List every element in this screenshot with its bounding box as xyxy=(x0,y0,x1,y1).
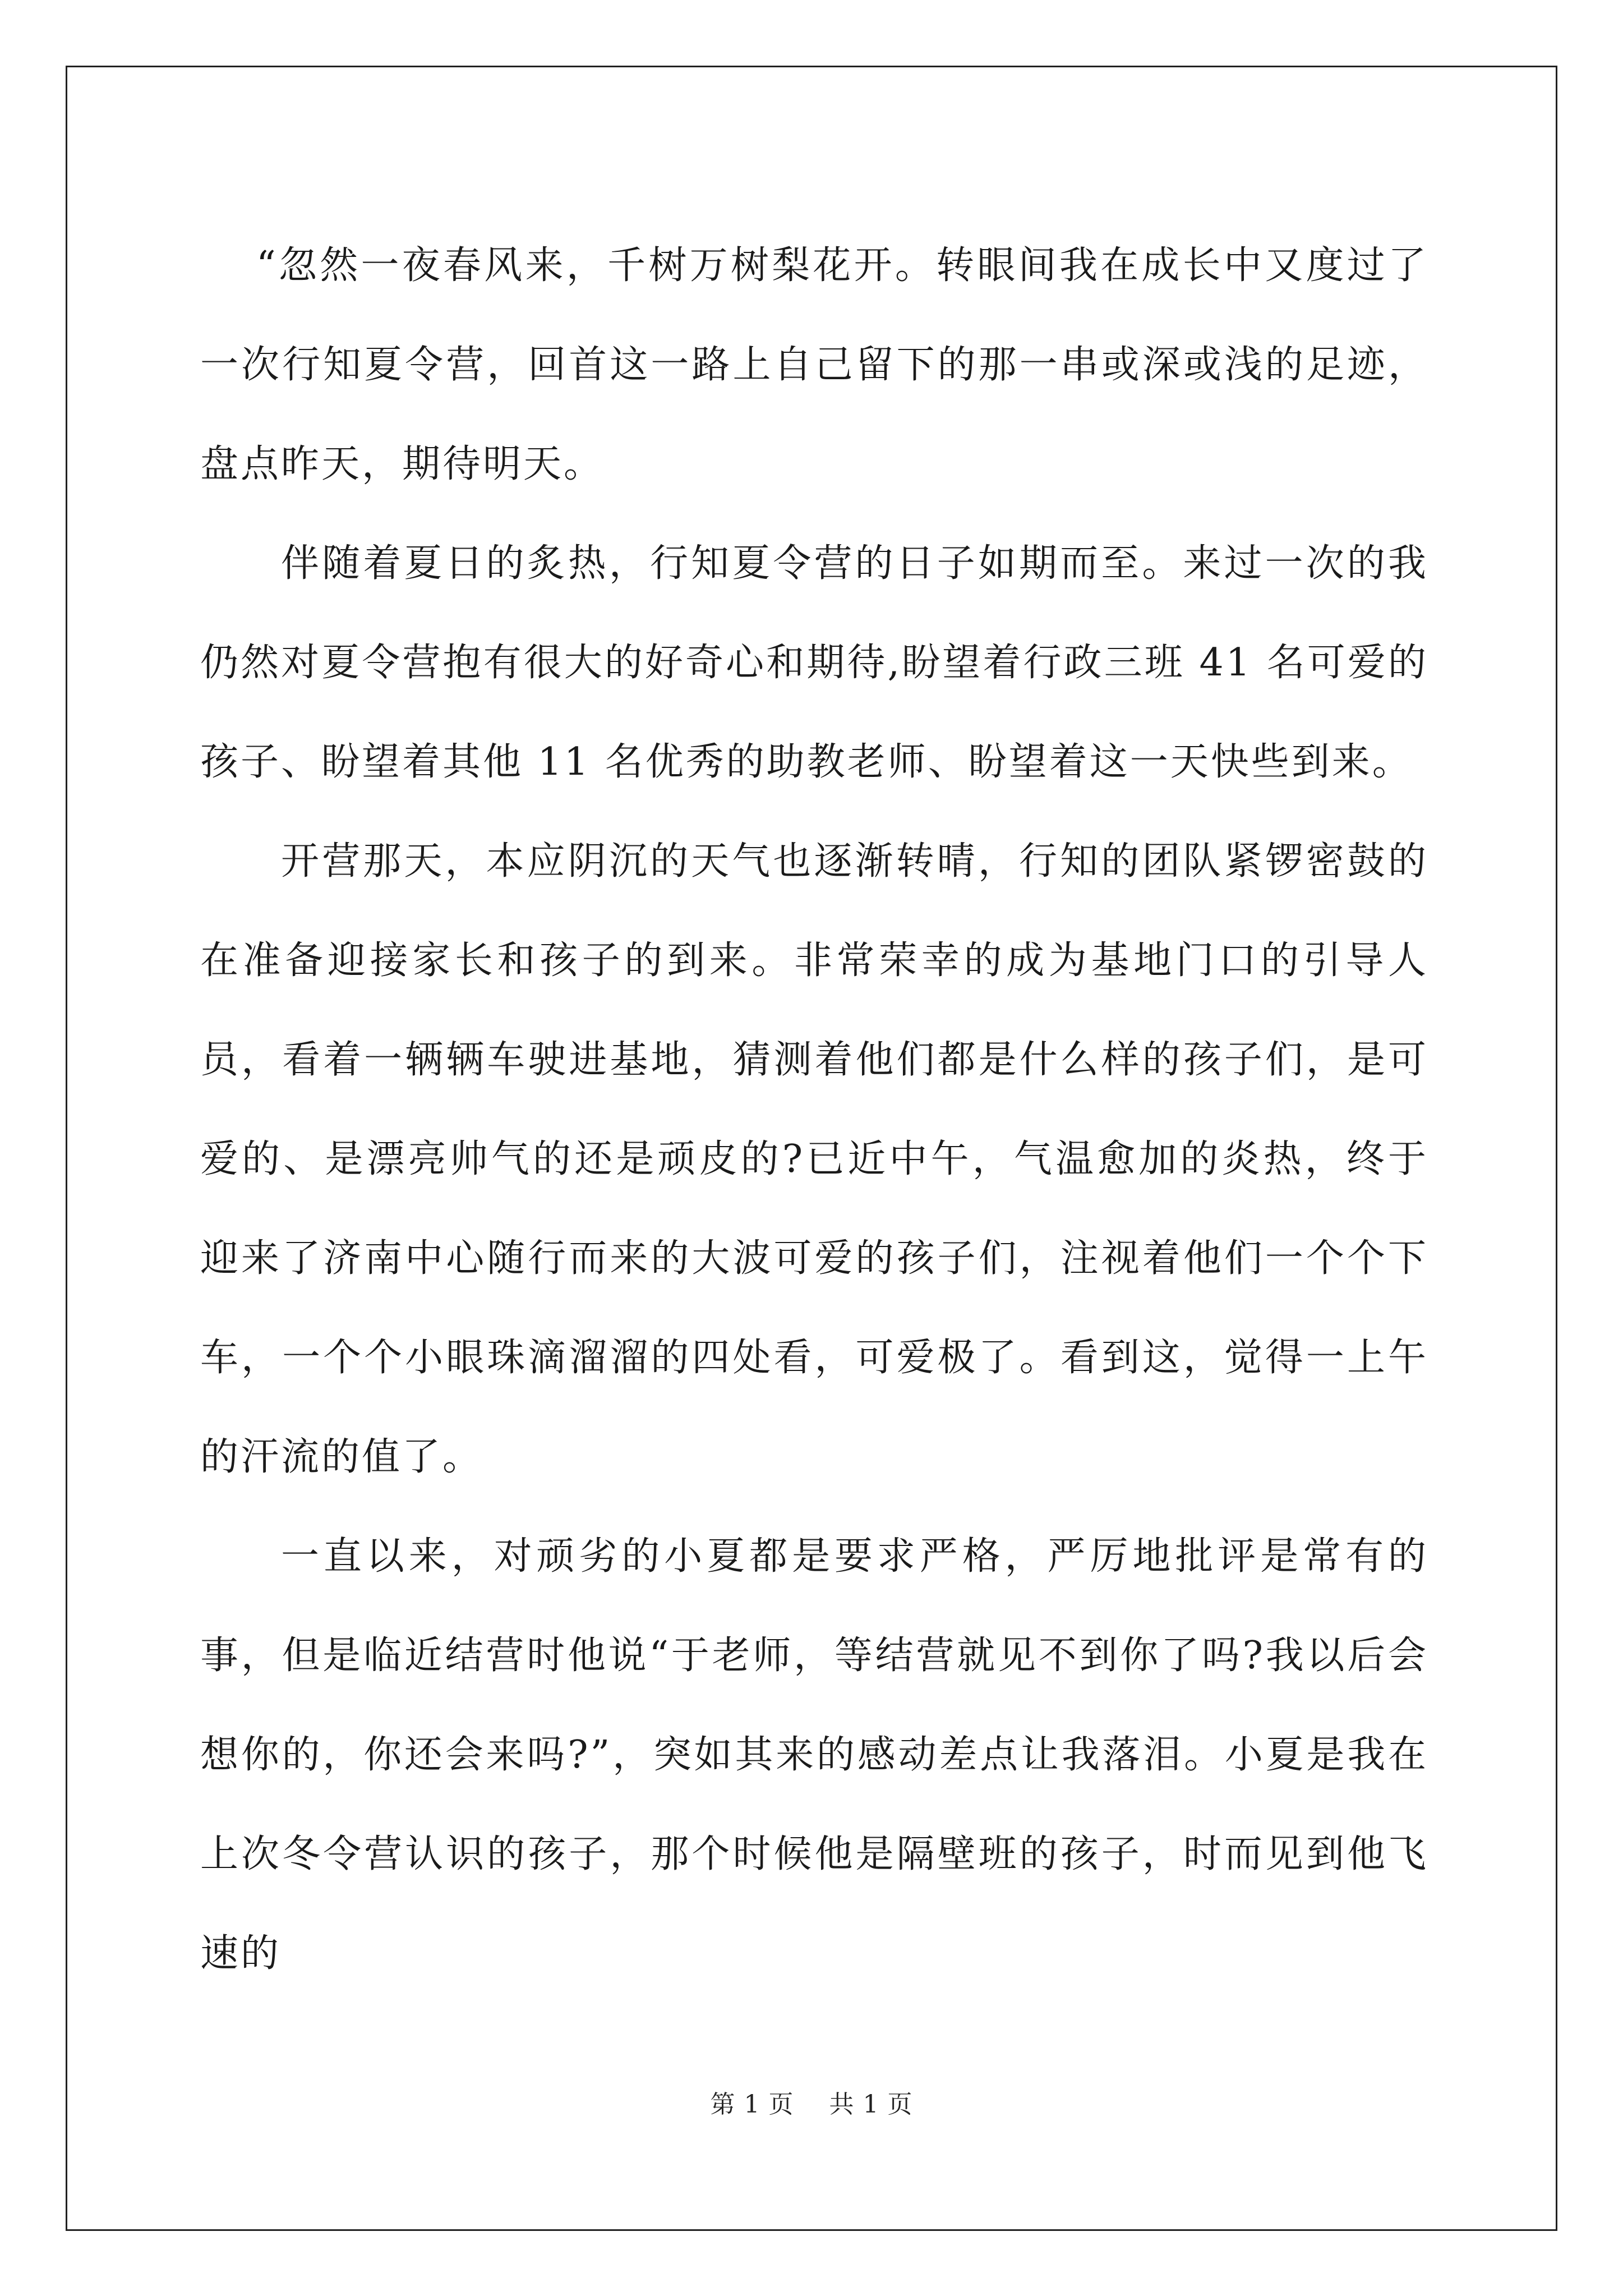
page-total: 共 1 页 xyxy=(829,2090,913,2119)
page-footer xyxy=(0,2084,1623,2120)
paragraph-2: 伴随着夏日的炙热，行知夏令营的日子如期而至。来过一次的我仍然对夏令营抱有很大的好奇心和期待,盼望着行政三班 41 名可爱的孩子、盼望着其他 11 名优秀的助教老师、盼望着这一天快些到来。 xyxy=(200,541,1428,784)
paragraph-4: 一直以来，对顽劣的小夏都是要求严格，严厉地批评是常有的事，但是临近结营时他说“于老师，等结营就见不到你了吗?我以后会想你的，你还会来吗?”，突如其来的感动差点让我落泪。小夏是我在上次冬令营认识的孩子，那个时候他是隔壁班的孩子，时而见到他飞速的 xyxy=(200,1534,1428,1976)
document-body xyxy=(200,216,1428,2003)
paragraph-3: 开营那天，本应阴沉的天气也逐渐转晴，行知的团队紧锣密鼓的在准备迎接家长和孩子的到来。非常荣幸的成为基地门口的引导人员，看着一辆辆车驶进基地，猜测着他们都是什么样的孩子们，是可爱的、是漂亮帅气的还是顽皮的?已近中午，气温愈加的炎热，终于迎来了济南中心随行而来的大波可爱的孩子们，注视着他们一个个下车，一个个小眼珠滴溜溜的四处看，可爱极了。看到这，觉得一上午的汗流的值了。 xyxy=(200,839,1428,1479)
paragraph-1: “忽然一夜春风来，千树万树梨花开。转眼间我在成长中又度过了一次行知夏令营，回首这一路上自己留下的那一串或深或浅的足迹，盘点昨天，期待明天。 xyxy=(200,243,1428,486)
page-number: 第 1 页 xyxy=(710,2090,794,2119)
